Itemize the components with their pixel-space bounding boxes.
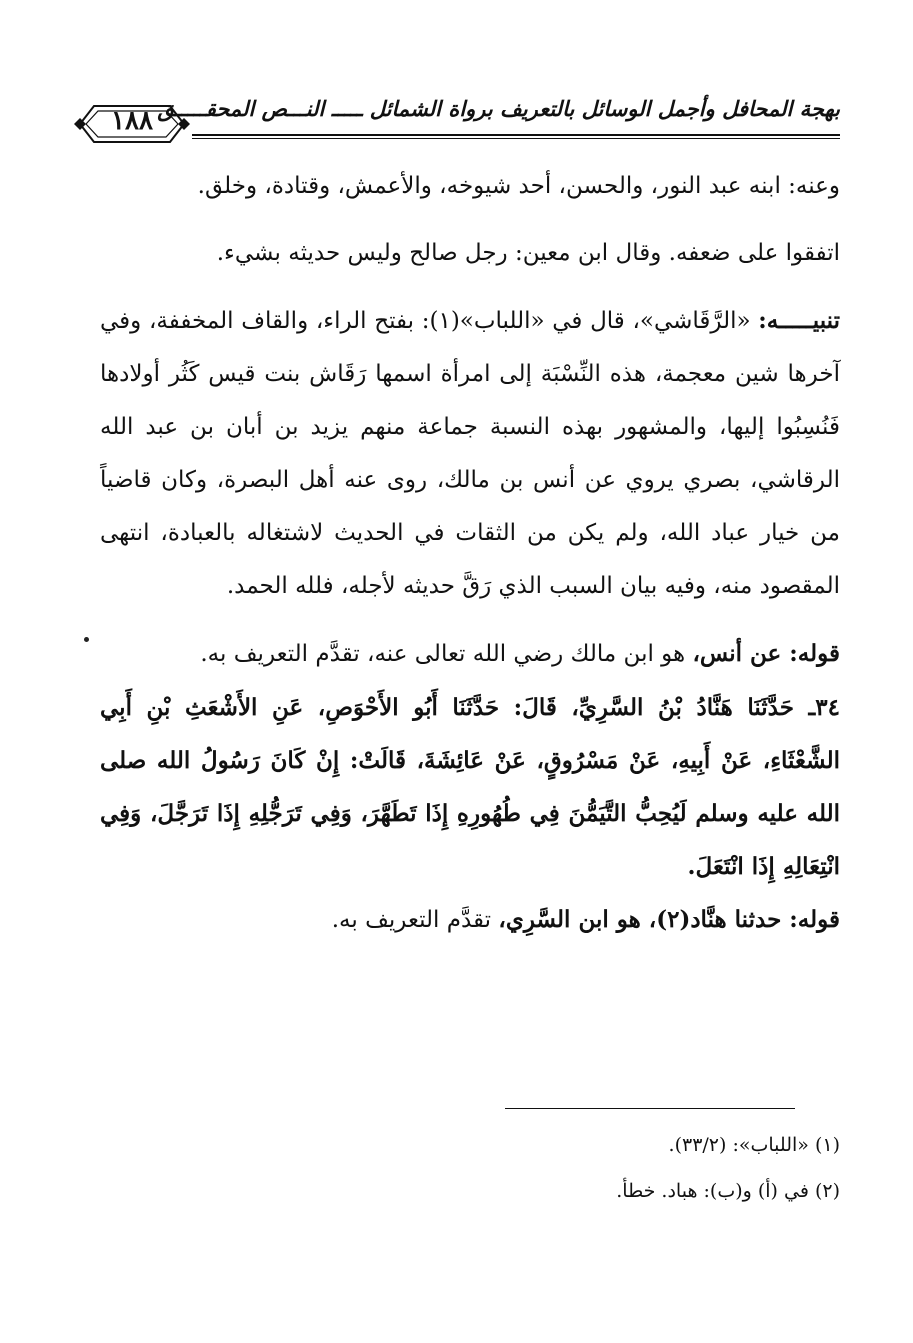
hannad-label: قوله: حدثنا هنَّاد(٢)، هو ابن السَّرِي،: [498, 906, 840, 933]
footnote-rule: [505, 1108, 795, 1109]
note-text: «الرَّقَاشي»، قال في «اللباب»(١): بفتح الراء، والقاف المخففة، وفي آخرها شين معجمة، هذه النِّسْبَة إلى امرأة اسمها رَقَاش بنت قيس كَثُر أولادها فَنُسِبُوا إليها، والمشهور بهذه النسبة جماعة منهم يزيد بن أبان بن عبد الله الرقاشي، بصري يروي عن أنس بن مالك، روى عنه أهل البصرة، وكان قاضياً من خيار عباد الله، ولم يكن من الثقات في الحديث لاشتغاله بالعبادة، انتهى المقصود منه، وفيه بيان السبب الذي رَقَّ حديثه لأجله، فلله الحمد.: [100, 308, 840, 599]
footnotes: [100, 1122, 840, 1214]
paragraph-grading: اتفقوا على ضعفه. وقال ابن معين: رجل صالح وليس حديثه بشيء.: [216, 240, 840, 266]
hannad-text: تقدَّم التعريف به.: [331, 907, 492, 933]
hadith-34: ٣٤ـ حَدَّثَنَا هَنَّادُ بْنُ السَّرِيِّ، قَالَ: حَدَّثَنَا أَبُو الأَحْوَصِ، عَنِ الأَشْعَثِ بْنِ أَبِي الشَّعْثَاءِ، عَنْ أَبِيهِ، عَنْ مَسْرُوقٍ، عَنْ عَائِشَةَ، قَالَتْ: إِنْ كَانَ رَسُولُ الله صلى الله عليه وسلم لَيُحِبُّ التَّيَمُّنَ فِي طُهُورِهِ إِذَا تَطَهَّرَ، وَفِي تَرَجُّلِهِ إِذَا تَرَجَّلَ، وَفِي انْتِعَالِهِ إِذَا انْتَعَلَ.: [100, 694, 840, 880]
scan-speck: [84, 637, 89, 642]
running-title: بهجة المحافل وأجمل الوسائل بالتعريف برواة الشمائل ـــــ النـــص المحقـــــق: [157, 96, 840, 121]
paragraph-anas: [100, 627, 840, 681]
footnote-1: (١) «اللباب»: (٣٣/٢).: [668, 1134, 840, 1156]
note-label: تنبيـــــه:: [758, 307, 840, 334]
page-number: ١٨٨: [111, 106, 153, 136]
anas-label: قوله: عن أنس،: [692, 640, 840, 667]
paragraph-narrators: وعنه: ابنه عبد النور، والحسن، أحد شيوخه، والأعمش، وقتادة، وخلق.: [197, 173, 840, 199]
paragraph-note: [100, 294, 840, 613]
page-header: [72, 98, 840, 148]
anas-text: هو ابن مالك رضي الله تعالى عنه، تقدَّم التعريف به.: [200, 641, 686, 667]
main-text: [100, 160, 840, 947]
paragraph-hannad: [100, 893, 840, 947]
footnote-2: (٢) في (أ) و(ب): هباد. خطأ.: [616, 1180, 840, 1202]
